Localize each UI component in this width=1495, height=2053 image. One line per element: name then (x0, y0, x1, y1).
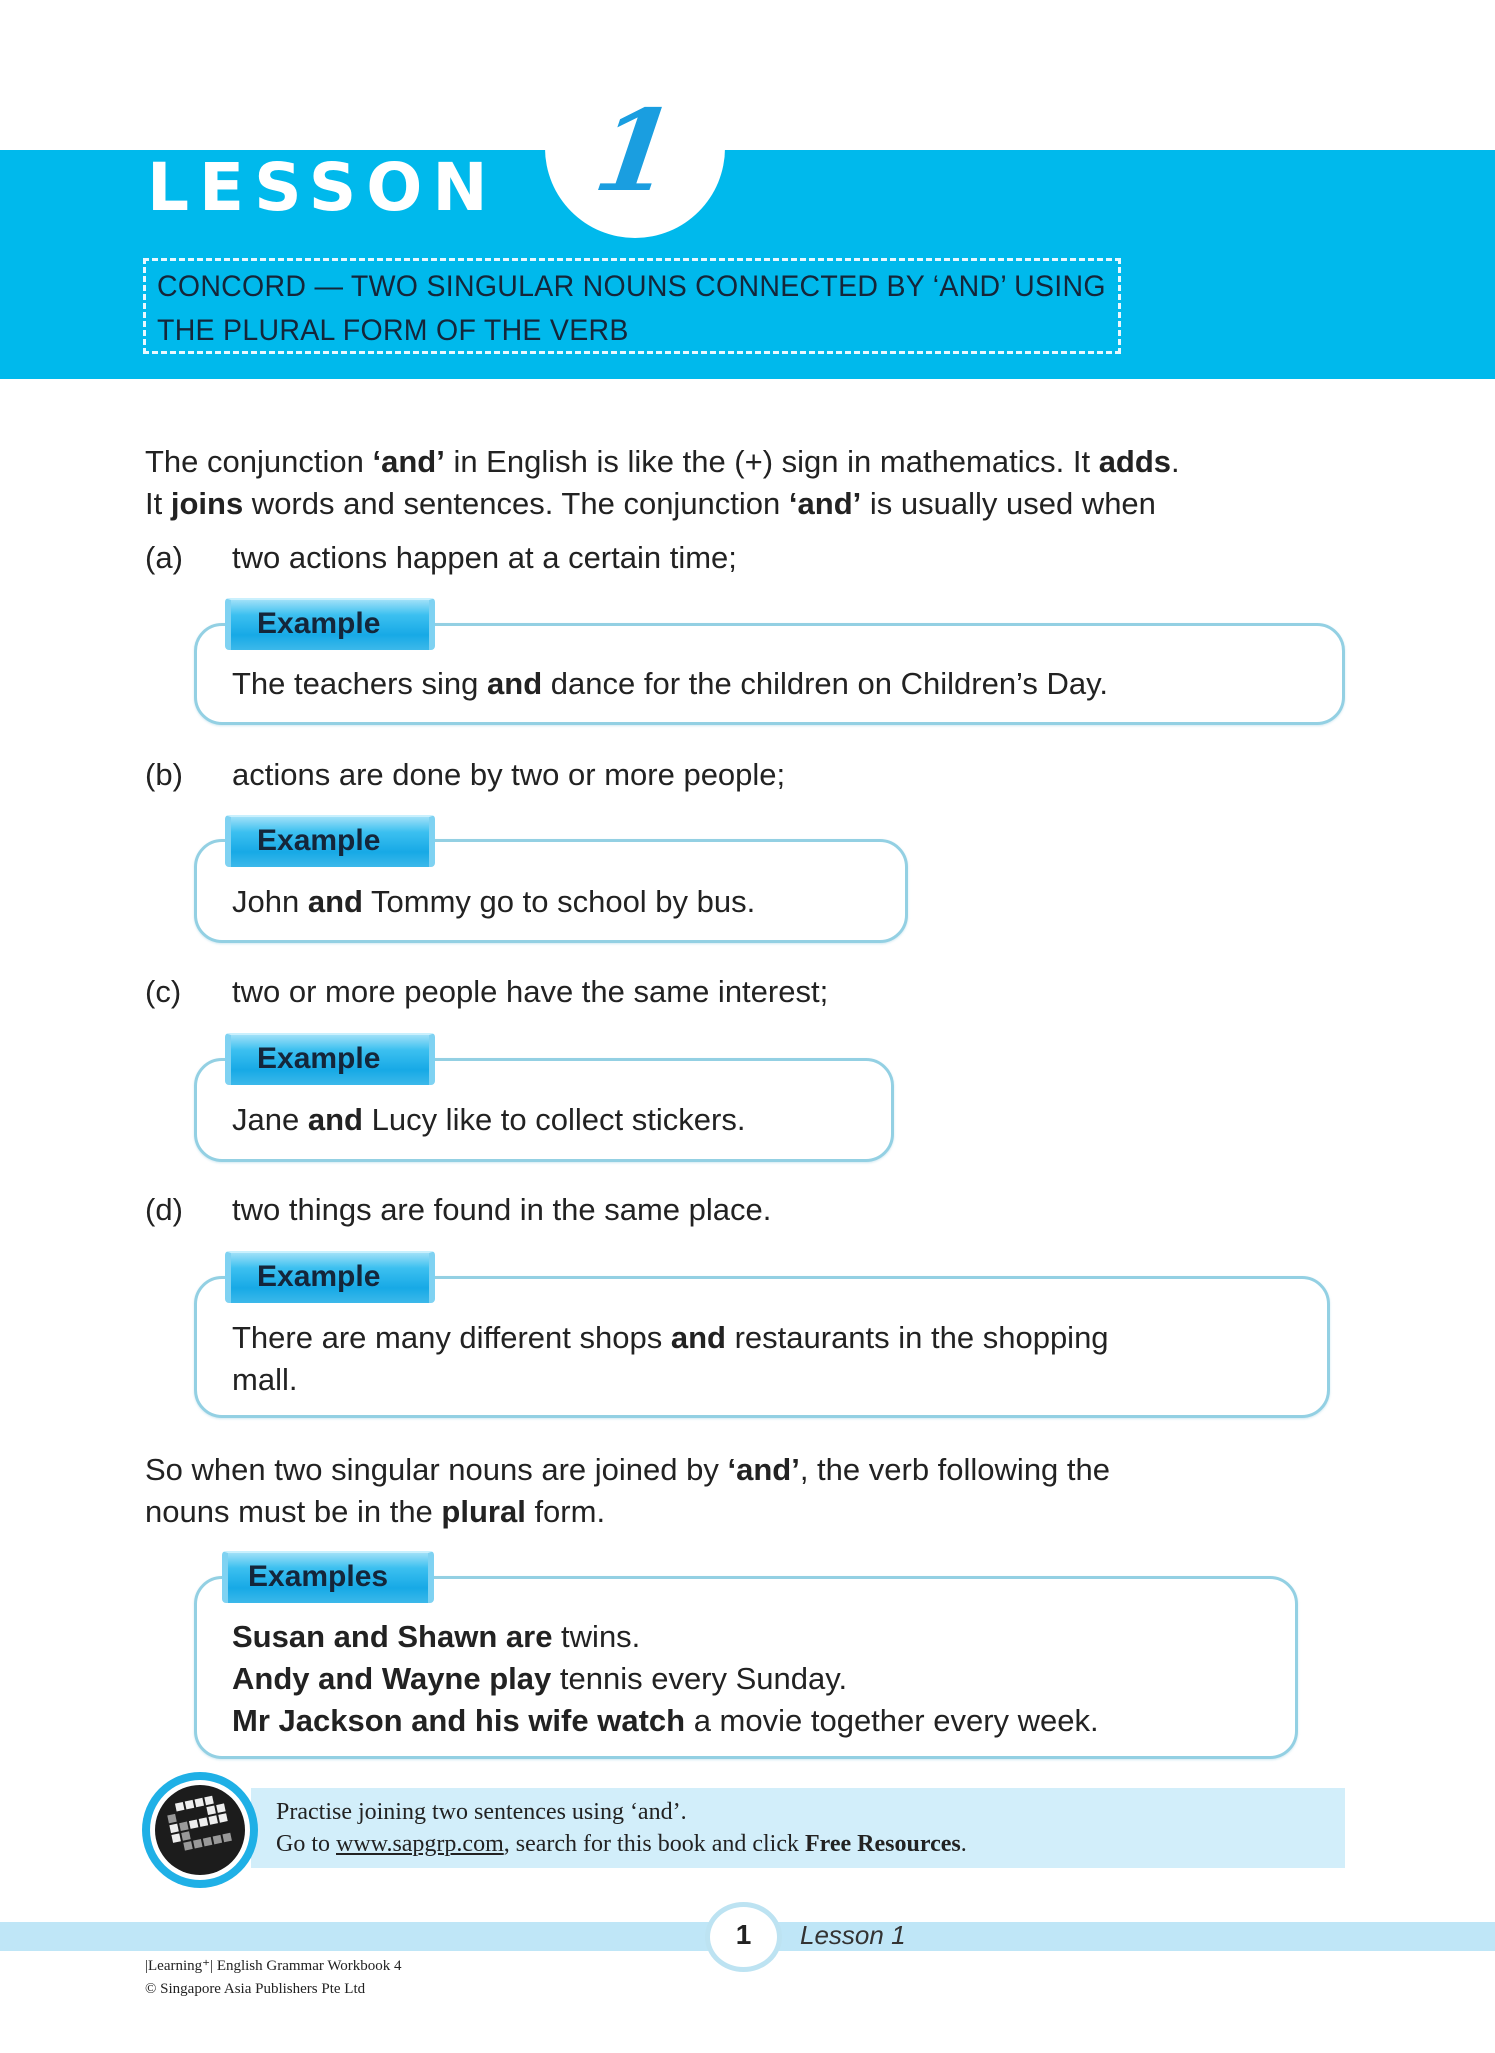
item-letter-a: (a) (145, 540, 183, 575)
item-text-b: actions are done by two or more people; (232, 757, 786, 792)
bold-text: Susan and Shawn are (232, 1619, 553, 1654)
text: Go to (276, 1831, 336, 1857)
practise-line-1: Practise joining two sentences using ‘and’. (276, 1799, 687, 1825)
examples-row-2 (232, 1658, 847, 1700)
summary-line-2 (145, 1491, 1345, 1533)
text: dance for the children on Children’s Day. (542, 666, 1108, 701)
text: . (960, 1831, 967, 1857)
lesson-title-line-2: THE PLURAL FORM OF THE VERB (157, 314, 629, 347)
bold-text: and (487, 666, 543, 701)
examples-row-3 (232, 1700, 1099, 1742)
text: Lucy like to collect stickers. (362, 1102, 746, 1137)
text: nouns must be in the (145, 1494, 442, 1529)
item-text-d: two things are found in the same place. (232, 1192, 772, 1227)
text: twins. (552, 1619, 641, 1654)
lesson-title-line-1: CONCORD — TWO SINGULAR NOUNS CONNECTED BY ‘AND’ USING (157, 270, 1106, 303)
bold-text: joins (170, 486, 244, 521)
text: So when two singular nouns are joined by (145, 1452, 728, 1487)
example-text-b (232, 881, 755, 923)
examples-row-1 (232, 1616, 640, 1658)
text: tennis every Sunday. (551, 1661, 848, 1696)
copyright: © Singapore Asia Publishers Pte Ltd (145, 1981, 366, 1997)
crossword-grid-icon (155, 1785, 245, 1875)
text: , the verb following the (799, 1452, 1111, 1487)
item-letter-d: (d) (145, 1192, 183, 1227)
text: words and sentences. The conjunction (243, 486, 789, 521)
intro-line-2 (145, 483, 1345, 525)
lesson-heading: LESSON (147, 149, 498, 226)
text: It (145, 486, 171, 521)
lesson-number: 1 (586, 86, 684, 217)
bold-text: and (670, 1320, 726, 1355)
example-text-a (232, 663, 1108, 705)
bold-text: Andy and Wayne play (232, 1661, 552, 1696)
text: The conjunction (145, 444, 373, 479)
page-number: 1 (735, 1919, 752, 1950)
bold-text: Mr Jackson and his wife watch (232, 1703, 686, 1738)
bold-text: adds (1098, 444, 1172, 479)
bold-text: ‘and’ (372, 444, 445, 479)
text: Jane (232, 1102, 308, 1137)
free-resources-text: Free Resources (805, 1831, 961, 1857)
examples-label: Examples (222, 1551, 434, 1603)
text: a movie together every week. (685, 1703, 1099, 1738)
example-text-d (232, 1317, 1109, 1359)
text: . (1171, 444, 1180, 479)
text: There are many different shops (232, 1320, 671, 1355)
example-label-d: Example (225, 1251, 435, 1303)
text: Tommy go to school by bus. (362, 884, 756, 919)
text: form. (525, 1494, 606, 1529)
example-text-d-line-2: mall. (232, 1362, 298, 1397)
example-text-c (232, 1099, 745, 1141)
website-link[interactable]: www.sapgrp.com (336, 1831, 504, 1857)
bold-text: ‘and’ (788, 486, 862, 521)
intro-line-1 (145, 441, 1345, 483)
text: is usually used when (861, 486, 1156, 521)
item-letter-c: (c) (145, 974, 182, 1009)
book-title: |Learning⁺| English Grammar Workbook 4 (145, 1958, 402, 1974)
bold-text: plural (441, 1494, 526, 1529)
bold-text: and (307, 884, 363, 919)
example-label-a: Example (225, 598, 435, 650)
item-letter-b: (b) (145, 757, 183, 792)
summary-line-1 (145, 1449, 1345, 1491)
example-label-b: Example (225, 815, 435, 867)
page-lesson-label: Lesson 1 (800, 1920, 906, 1950)
text: , search for this book and click (503, 1831, 805, 1857)
item-text-c: two or more people have the same interest; (232, 974, 829, 1009)
item-text-a: two actions happen at a certain time; (232, 540, 737, 575)
example-label-c: Example (225, 1033, 435, 1085)
practise-line-2 (276, 1828, 967, 1860)
text: restaurants in the shopping (725, 1320, 1109, 1355)
text: The teachers sing (232, 666, 488, 701)
bold-text: ‘and’ (727, 1452, 800, 1487)
text: in English is like the (+) sign in mathematics. It (444, 444, 1099, 479)
text: John (232, 884, 308, 919)
crossword-icon-face (155, 1785, 245, 1875)
bold-text: and (307, 1102, 363, 1137)
